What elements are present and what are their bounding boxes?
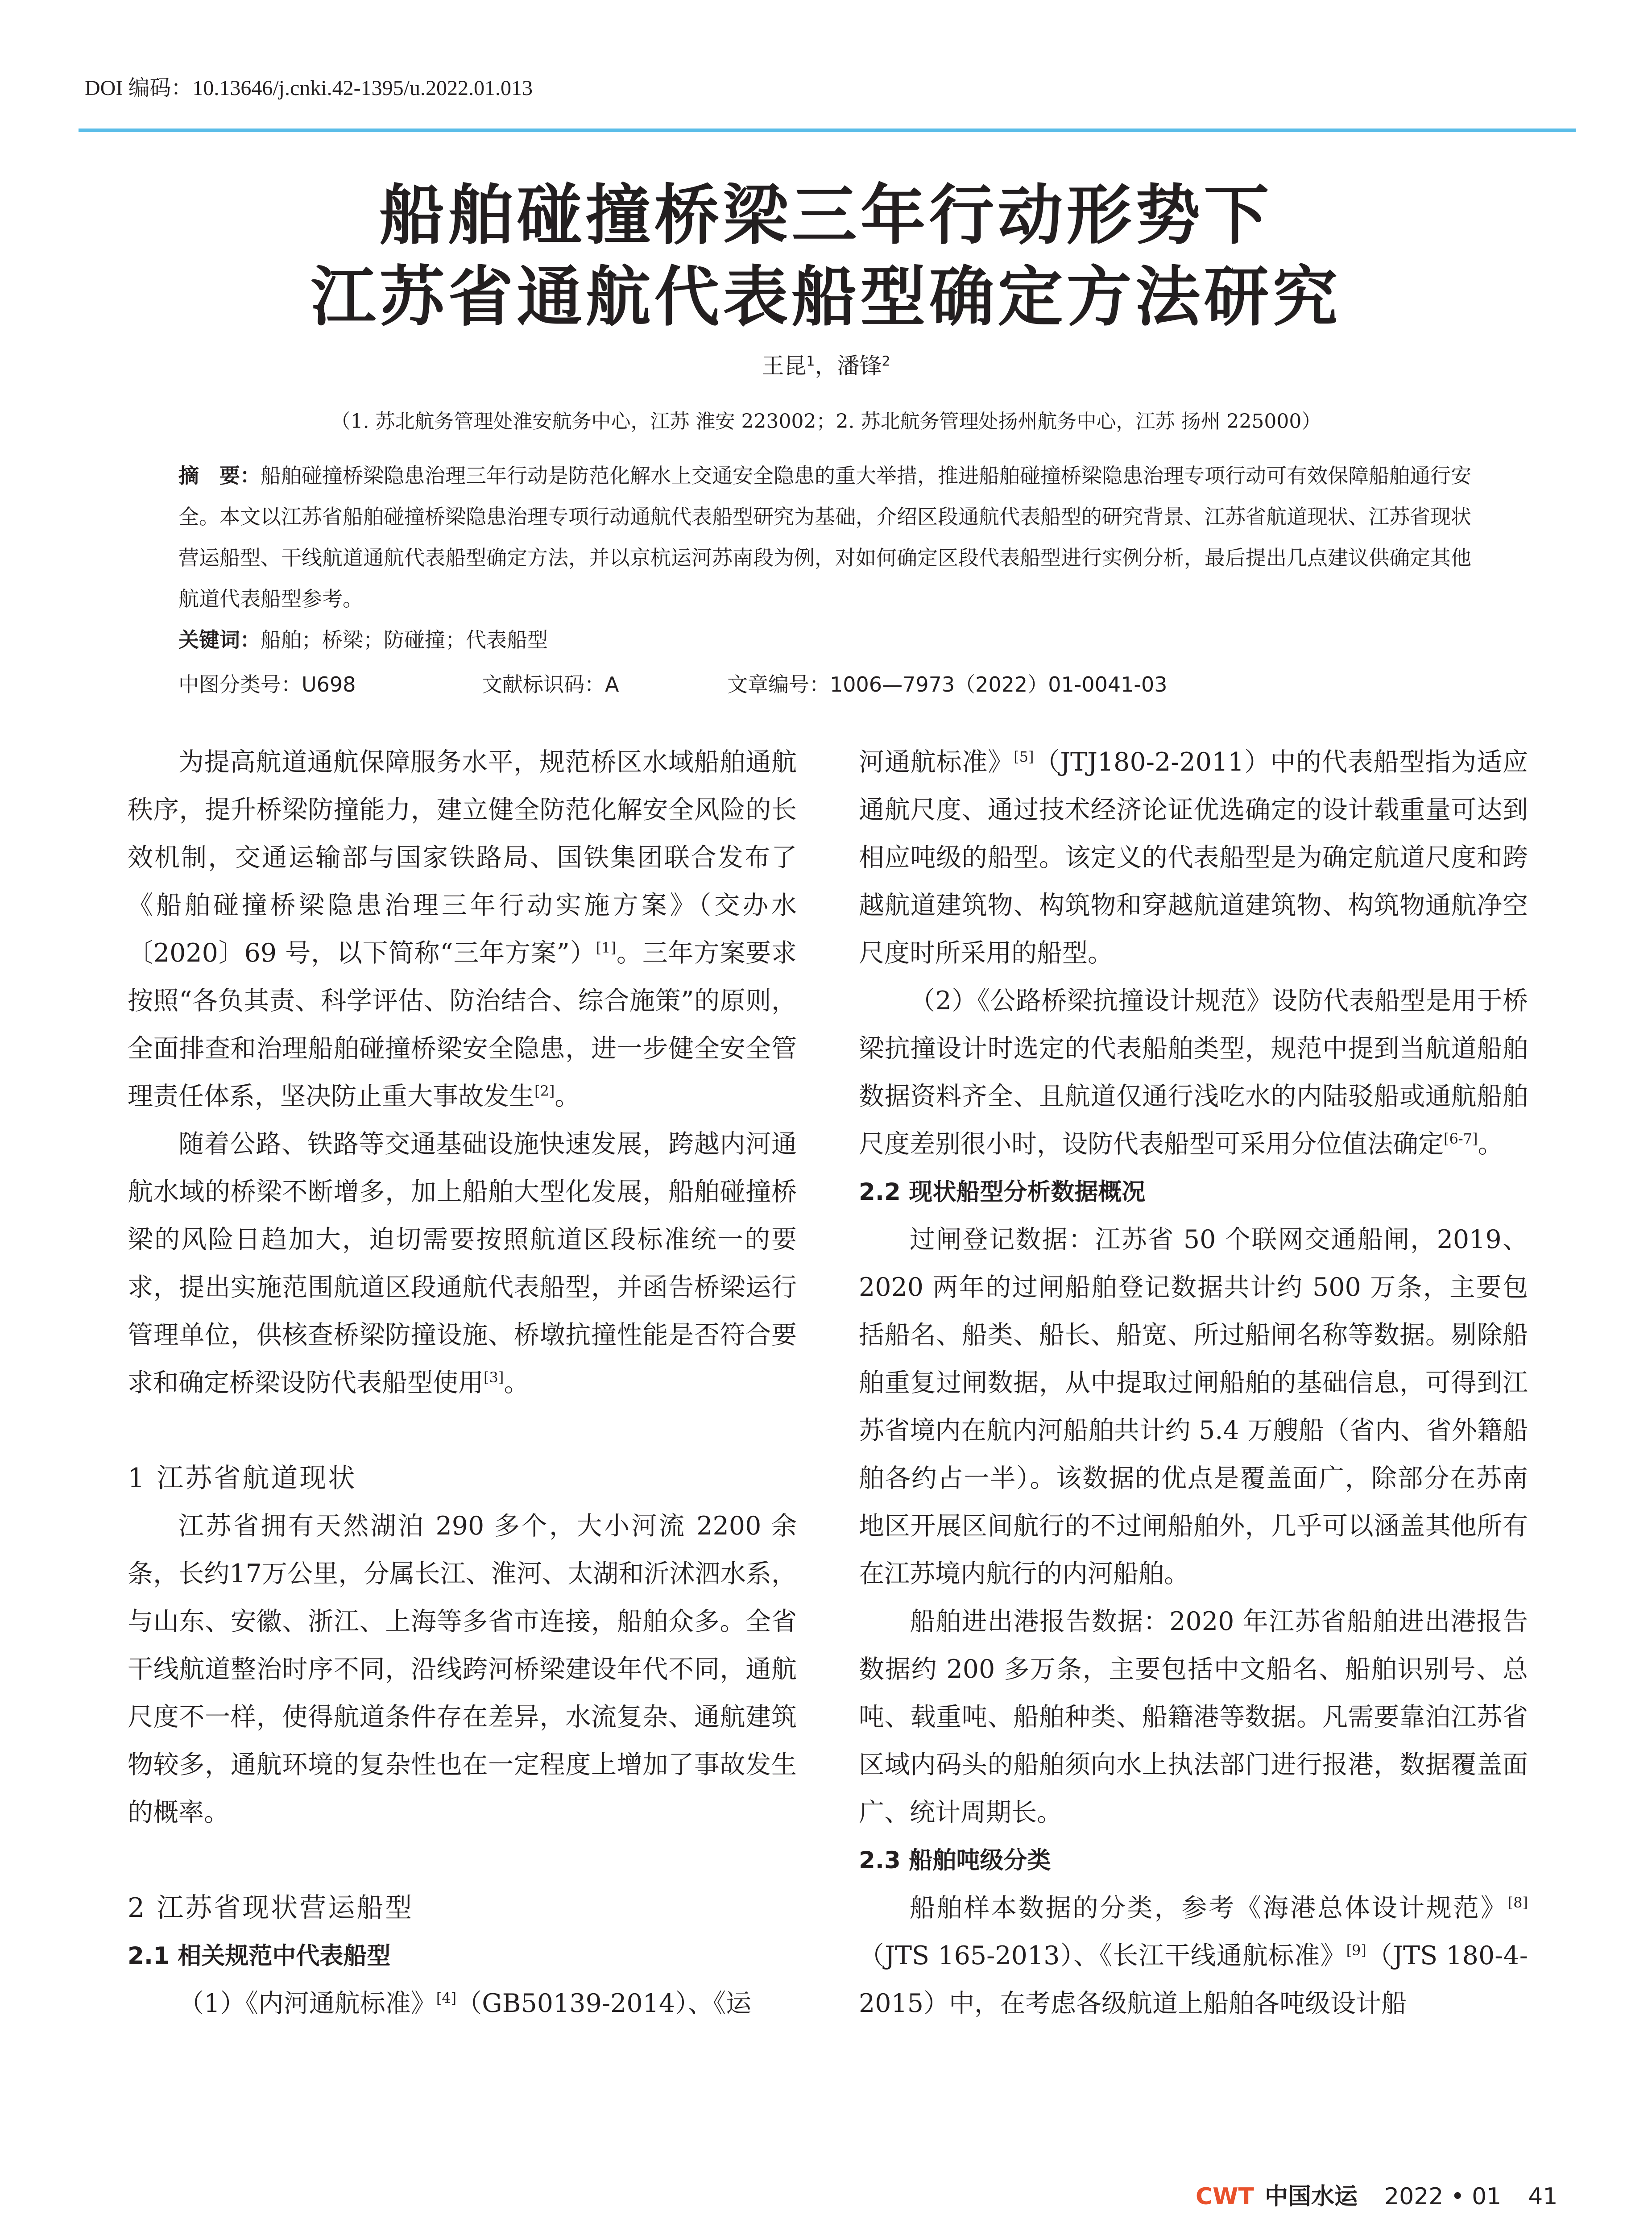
citation: [8] <box>1507 1894 1528 1911</box>
paragraph-text: （JTS 165-2013）、《长江干线通航标准》 <box>859 1941 1346 1970</box>
paragraph-text: 。 <box>555 1082 580 1111</box>
paragraph <box>128 1980 797 2028</box>
citation: [9] <box>1346 1942 1366 1959</box>
paragraph-text: 船舶样本数据的分类，参考《海港总体设计规范》 <box>910 1893 1508 1923</box>
paragraph-text: （JTS 180-4-2015）中，在考虑各级航道上船舶各吨级设计船 <box>859 1941 1528 2018</box>
classification-row <box>178 668 1472 700</box>
clc-number: 中图分类号：U698 <box>178 672 356 697</box>
paragraph-text: （1）《内河通航标准》 <box>178 1989 436 2018</box>
author-separator: ， <box>815 353 837 379</box>
page-number: 41 <box>1528 2183 1558 2210</box>
paragraph <box>128 738 797 1120</box>
article-number: 文章编号：1006—7973（2022）01-0041-03 <box>727 672 1168 697</box>
paragraph <box>859 1884 1528 2028</box>
paragraph-text: 。三年方案要求按照“各负其责、科学评估、防治结合、综合施策”的原则，全面排查和治理船舶碰撞桥梁安全隐患，进一步健全安全管理责任体系，坚决防止重大事故发生 <box>128 938 797 1111</box>
title-line-2: 江苏省通航代表船型确定方法研究 <box>311 259 1341 335</box>
left-column <box>128 738 797 2028</box>
issue-number: 2022 • 01 <box>1384 2183 1502 2210</box>
journal-name: 中国水运 <box>1265 2183 1358 2210</box>
author-1: 王昆 <box>762 353 807 379</box>
subsection-heading-2-2: 2.2 现状船型分析数据概况 <box>859 1178 1146 1206</box>
paragraph-text: 河通航标准》 <box>859 747 1014 777</box>
paragraph-text: （GB50139-2014）、《运 <box>456 1989 752 2018</box>
paragraph: 过闸登记数据：江苏省 50 个联网交通船闸，2019、2020 两年的过闸船舶登记数据共计约 500 万条，主要包括船名、船类、船长、船宽、所过船闸名称等数据。剔除船舶重复过闸数据，从中提取过闸船舶的基础信息，可得到江苏省境内在航内河船舶共计约 5.4 万艘船（省内、省外籍船舶各约占一半）。该数据的优点是覆盖面广，除部分在苏南地区开展区间航行的不过闸船舶外，几乎可以涵盖其他所有在江苏境内航行的内河船舶。 <box>859 1225 1528 1588</box>
citation: [4] <box>436 1990 457 2007</box>
spacer <box>128 1407 797 1455</box>
paragraph-text: （2）《公路桥梁抗撞设计规范》设防代表船型是用于桥梁抗撞设计时选定的代表船舶类型，规范中提到当航道船舶数据资料齐全、且航道仅通行浅吃水的内陆驳船或通航船舶尺度差别很小时，设防代表船型可采用分位值法确定 <box>859 986 1528 1159</box>
paragraph-text: 。 <box>1478 1129 1503 1159</box>
keywords-label: 关键词： <box>178 628 261 652</box>
citation: [1] <box>596 939 616 956</box>
citation: [5] <box>1014 748 1034 765</box>
page-footer <box>1196 2177 1557 2211</box>
document-code: 文献标识码：A <box>482 672 619 697</box>
title-line-1: 船舶碰撞桥梁三年行动形势下 <box>379 178 1273 253</box>
spacer <box>128 1837 797 1884</box>
paragraph: 船舶进出港报告数据：2020 年江苏省船舶进出港报告数据约 200 多万条，主要包括中文船名、船舶识别号、总吨、载重吨、船舶种类、船籍港等数据。凡需要靠泊江苏省区域内码头的船舶须向水上执法部门进行报港，数据覆盖面广、统计周期长。 <box>859 1607 1528 1827</box>
citation: [3] <box>484 1369 504 1386</box>
affiliations: （1. 苏北航务管理处淮安航务中心，江苏 淮安 223002；2. 苏北航务管理处扬州航务中心，江苏 扬州 225000） <box>331 410 1321 433</box>
authors <box>0 348 1652 380</box>
right-column <box>859 738 1528 2028</box>
paragraph-text: 。 <box>504 1368 530 1397</box>
keywords <box>178 624 548 653</box>
paragraph <box>128 1120 797 1407</box>
doi-line: DOI 编码：10.13646/j.cnki.42-1395/u.2022.01.013 <box>85 76 533 100</box>
abstract <box>178 455 1472 619</box>
abstract-label: 摘 要： <box>178 464 261 488</box>
abstract-text: 船舶碰撞桥梁隐患治理三年行动是防范化解水上交通安全隐患的重大举措，推进船舶碰撞桥梁隐患治理专项行动可有效保障船舶通行安全。本文以江苏省船舶碰撞桥梁隐患治理专项行动通航代表船型研究为基础，介绍区段通航代表船型的研究背景、江苏省航道现状、江苏省现状营运船型、干线航道通航代表船型确定方法，并以京杭运河苏南段为例，对如何确定区段代表船型进行实例分析，最后提出几点建议供确定其他航道代表船型参考。 <box>178 464 1471 611</box>
author-2: 潘锋 <box>837 353 882 379</box>
paragraph-text: 随着公路、铁路等交通基础设施快速发展，跨越内河通航水域的桥梁不断增多，加上船舶大型化发展，船舶碰撞桥梁的风险日趋加大，迫切需要按照航道区段标准统一的要求，提出实施范围航道区段通航代表船型，并函告桥梁运行管理单位，供核查桥梁防撞设施、桥墩抗撞性能是否符合要求和确定桥梁设防代表船型使用 <box>128 1129 797 1397</box>
subsection-heading-2-3: 2.3 船舶吨级分类 <box>859 1847 1051 1874</box>
section-heading-2: 2 江苏省现状营运船型 <box>128 1892 414 1924</box>
paragraph <box>859 738 1528 977</box>
subsection-heading-2-1: 2.1 相关规范中代表船型 <box>128 1942 391 1970</box>
citation: [2] <box>534 1082 555 1099</box>
paragraph-text: 为提高航道通航保障服务水平，规范桥区水域船舶通航秩序，提升桥梁防撞能力，建立健全防范化解安全风险的长效机制，交通运输部与国家铁路局、国铁集团联合发布了《船舶碰撞桥梁隐患治理三年行动实施方案》（交办水〔2020〕69 号，以下简称“三年方案”） <box>128 747 797 968</box>
journal-brand-logo: CWT <box>1196 2183 1254 2210</box>
keywords-text: 船舶；桥梁；防碰撞；代表船型 <box>261 628 548 652</box>
paragraph: 江苏省拥有天然湖泊 290 多个，大小河流 2200 余条，长约17万公里，分属长江、淮河、太湖和沂沭泗水系，与山东、安徽、浙江、上海等多省市连接，船舶众多。全省干线航道整治时序不同，沿线跨河桥梁建设年代不同，通航尺度不一样，使得航道条件存在差异，水流复杂、通航建筑物较多，通航环境的复杂性也在一定程度上增加了事故发生的概率。 <box>128 1511 797 1827</box>
section-heading-1: 1 江苏省航道现状 <box>128 1463 357 1494</box>
author-2-affil-mark: 2 <box>882 353 890 369</box>
header-rule <box>79 129 1576 132</box>
paragraph-text: （JTJ180-2-2011）中的代表船型指为适应通航尺度、通过技术经济论证优选确定的设计载重量可达到相应吨级的船型。该定义的代表船型是为确定航道尺度和跨越航道建筑物、构筑物和穿越航道建筑物、构筑物通航净空尺度时所采用的船型。 <box>859 747 1528 968</box>
author-1-affil-mark: 1 <box>806 353 815 369</box>
citation: [6-7] <box>1444 1130 1478 1147</box>
paragraph <box>859 977 1528 1168</box>
